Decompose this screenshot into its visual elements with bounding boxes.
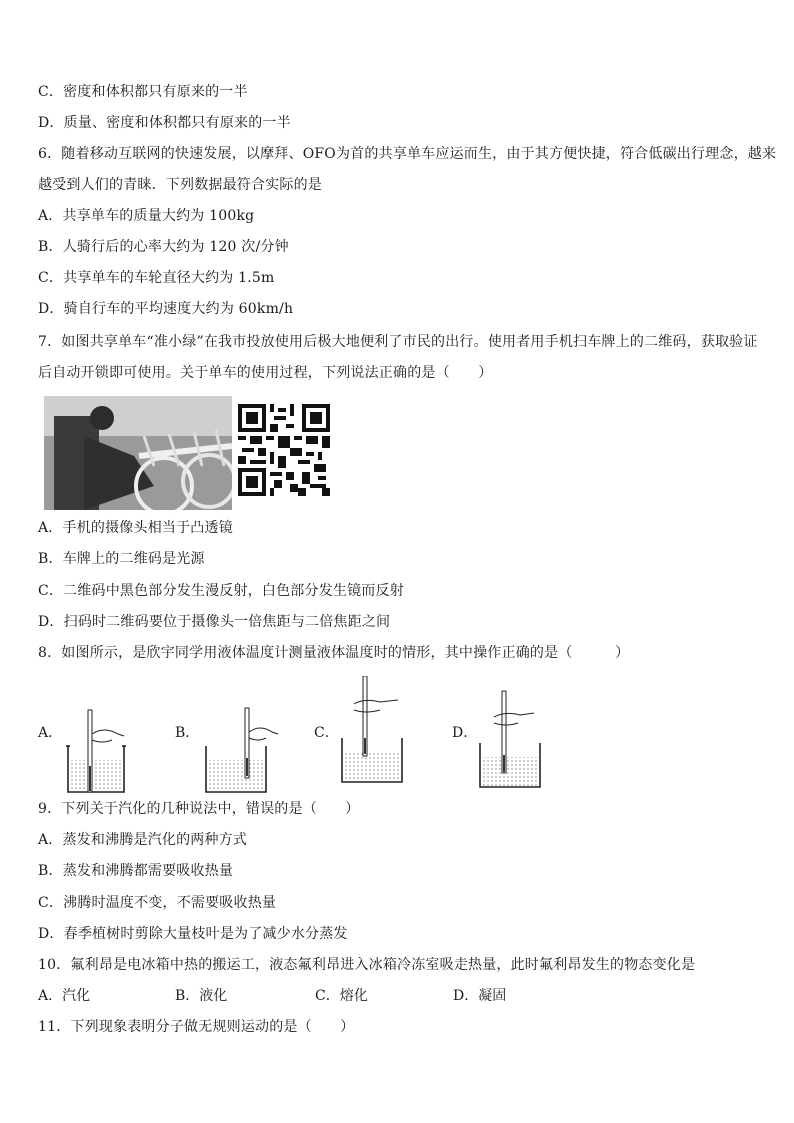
option-9b: B．蒸发和沸腾都需要吸收热量	[38, 863, 234, 879]
option-9d: D．春季植树时剪除大量枝叶是为了减少水分蒸发	[38, 926, 348, 942]
question-10: 10．氟利昂是电冰箱中热的搬运工，液态氟利昂进入冰箱冷冻室吸走热量，此时氟利昂发生的物态变化是	[38, 957, 696, 973]
question-6-line-1: 6．随着移动互联网的快速发展，以摩拜、OFO为首的共享单车应运而生，由于其方便快捷，符合低碳出行理念，越来	[38, 146, 777, 162]
beaker-b-figure	[204, 696, 288, 806]
fig-label-a: A．	[38, 725, 63, 741]
option-9c: C．沸腾时温度不变，不需要吸收热量	[38, 895, 277, 911]
question-6-line-2: 越受到人们的青睐．下列数据最符合实际的是	[38, 177, 322, 193]
option-10c: C．熔化	[315, 988, 368, 1004]
option-9a: A．蒸发和沸腾是汽化的两种方式	[38, 832, 248, 848]
option-7a: A．手机的摄像头相当于凸透镜	[38, 520, 233, 536]
beaker-a-figure	[62, 696, 146, 806]
fig-label-d: D．	[452, 725, 478, 741]
option-7b: B．车牌上的二维码是光源	[38, 551, 205, 567]
option-7c: C．二维码中黑色部分发生漫反射，白色部分发生镜而反射	[38, 583, 404, 599]
option-7d: D．扫码时二维码要位于摄像头一倍焦距与二倍焦距之间	[38, 614, 391, 630]
option-10d: D．凝固	[453, 988, 507, 1004]
fig-label-c: C．	[314, 725, 339, 741]
beaker-c-figure	[340, 676, 424, 786]
fig-label-b: B．	[175, 725, 200, 741]
beaker-d-figure	[478, 686, 562, 796]
question-10-options	[38, 986, 506, 1006]
question-8: 8．如图所示，是欣宇同学用液体温度计测量液体温度时的情形，其中操作正确的是（ ）	[38, 645, 630, 661]
bike-photo	[44, 396, 232, 510]
question-9: 9．下列关于汽化的几种说法中，错误的是（ ）	[38, 801, 360, 817]
question-7-line-2: 后自动开锁即可使用。关于单车的使用过程，下列说法正确的是（ ）	[38, 365, 493, 381]
qr-code	[238, 404, 330, 496]
qr-code-pattern	[238, 404, 330, 496]
option-5d: D．质量、密度和体积都只有原来的一半	[38, 115, 291, 131]
option-5c: C．密度和体积都只有原来的一半	[38, 84, 248, 100]
bike-photo-drawing	[44, 396, 232, 510]
option-6a: A．共享单车的质量大约为 100kg	[38, 208, 255, 224]
option-6d: D．骑自行车的平均速度大约为 60km/h	[38, 301, 294, 317]
question-11: 11．下列现象表明分子做无规则运动的是（ ）	[38, 1019, 355, 1035]
option-6b: B．人骑行后的心率大约为 120 次/分钟	[38, 239, 289, 255]
question-7-line-1: 7．如图共享单车“准小绿”在我市投放使用后极大地便利了市民的出行。使用者用手机扫车牌上的二维码，获取验证	[38, 334, 758, 350]
option-6c: C．共享单车的车轮直径大约为 1.5m	[38, 270, 275, 286]
option-10a: A．汽化	[38, 988, 91, 1004]
option-10b: B．液化	[175, 988, 228, 1004]
